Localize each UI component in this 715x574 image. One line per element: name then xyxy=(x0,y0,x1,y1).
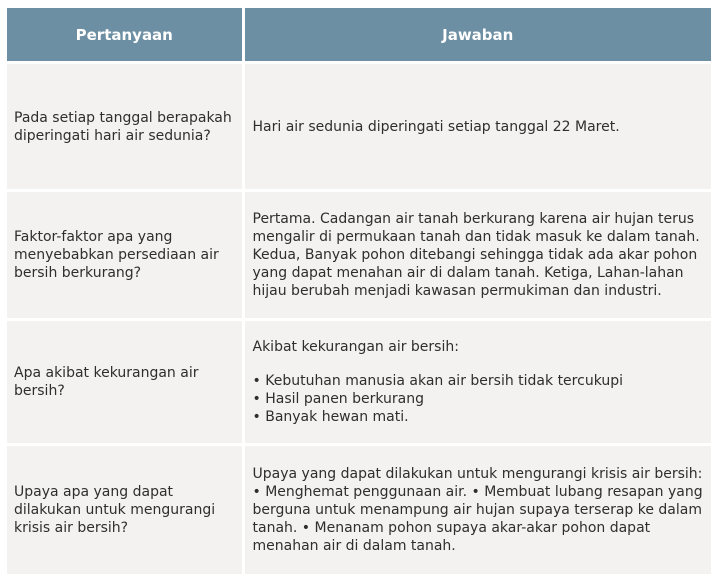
answer-cell xyxy=(243,63,711,191)
question-text: Apa akibat kekurangan air bersih? xyxy=(14,364,236,400)
bullet-item: • Kebutuhan manusia akan air bersih tidak tercukupi xyxy=(253,372,706,390)
question-cell xyxy=(7,63,243,191)
header-answer: Jawaban xyxy=(243,8,711,63)
answer-text: Upaya yang dapat dilakukan untuk mengurangi krisis air bersih: • Menghemat penggunaan air. • Membuat lubang resapan yang berguna untuk menampung air hujan supaya terserap ke dalam tanah. • Menanam pohon supaya akar-akar pohon dapat menahan air di dalam tanah. xyxy=(253,465,706,555)
question-cell xyxy=(7,191,243,320)
bullet-item: • Banyak hewan mati. xyxy=(253,408,706,426)
answer-text: Hari air sedunia diperingati setiap tanggal 22 Maret. xyxy=(253,118,706,136)
table-row xyxy=(7,63,711,191)
question-text: Pada setiap tanggal berapakah diperingati hari air sedunia? xyxy=(14,109,236,145)
bullet-item: • Hasil panen berkurang xyxy=(253,390,706,408)
answer-bullet-list xyxy=(253,372,706,426)
qa-table xyxy=(7,8,711,574)
answer-text: Pertama. Cadangan air tanah berkurang karena air hujan terus mengalir di permukaan tanah dan tidak masuk ke dalam tanah. Kedua, Banyak pohon ditebangi sehingga tidak ada akar pohon yang dapat menahan air di dalam tanah. Ketiga, Lahan-lahan hijau berubah menjadi kawasan permukiman dan industri. xyxy=(253,210,706,300)
answer-cell xyxy=(243,445,711,574)
question-text: Faktor-faktor apa yang menyebabkan persediaan air bersih berkurang? xyxy=(14,228,236,282)
table-row xyxy=(7,320,711,445)
answer-cell xyxy=(243,191,711,320)
answer-intro: Akibat kekurangan air bersih: xyxy=(253,338,706,356)
table-header-row xyxy=(7,8,711,63)
question-cell xyxy=(7,445,243,574)
answer-cell xyxy=(243,320,711,445)
table-row xyxy=(7,445,711,574)
question-text: Upaya apa yang dapat dilakukan untuk mengurangi krisis air bersih? xyxy=(14,483,236,537)
question-cell xyxy=(7,320,243,445)
header-question: Pertanyaan xyxy=(7,8,243,63)
table-row xyxy=(7,191,711,320)
